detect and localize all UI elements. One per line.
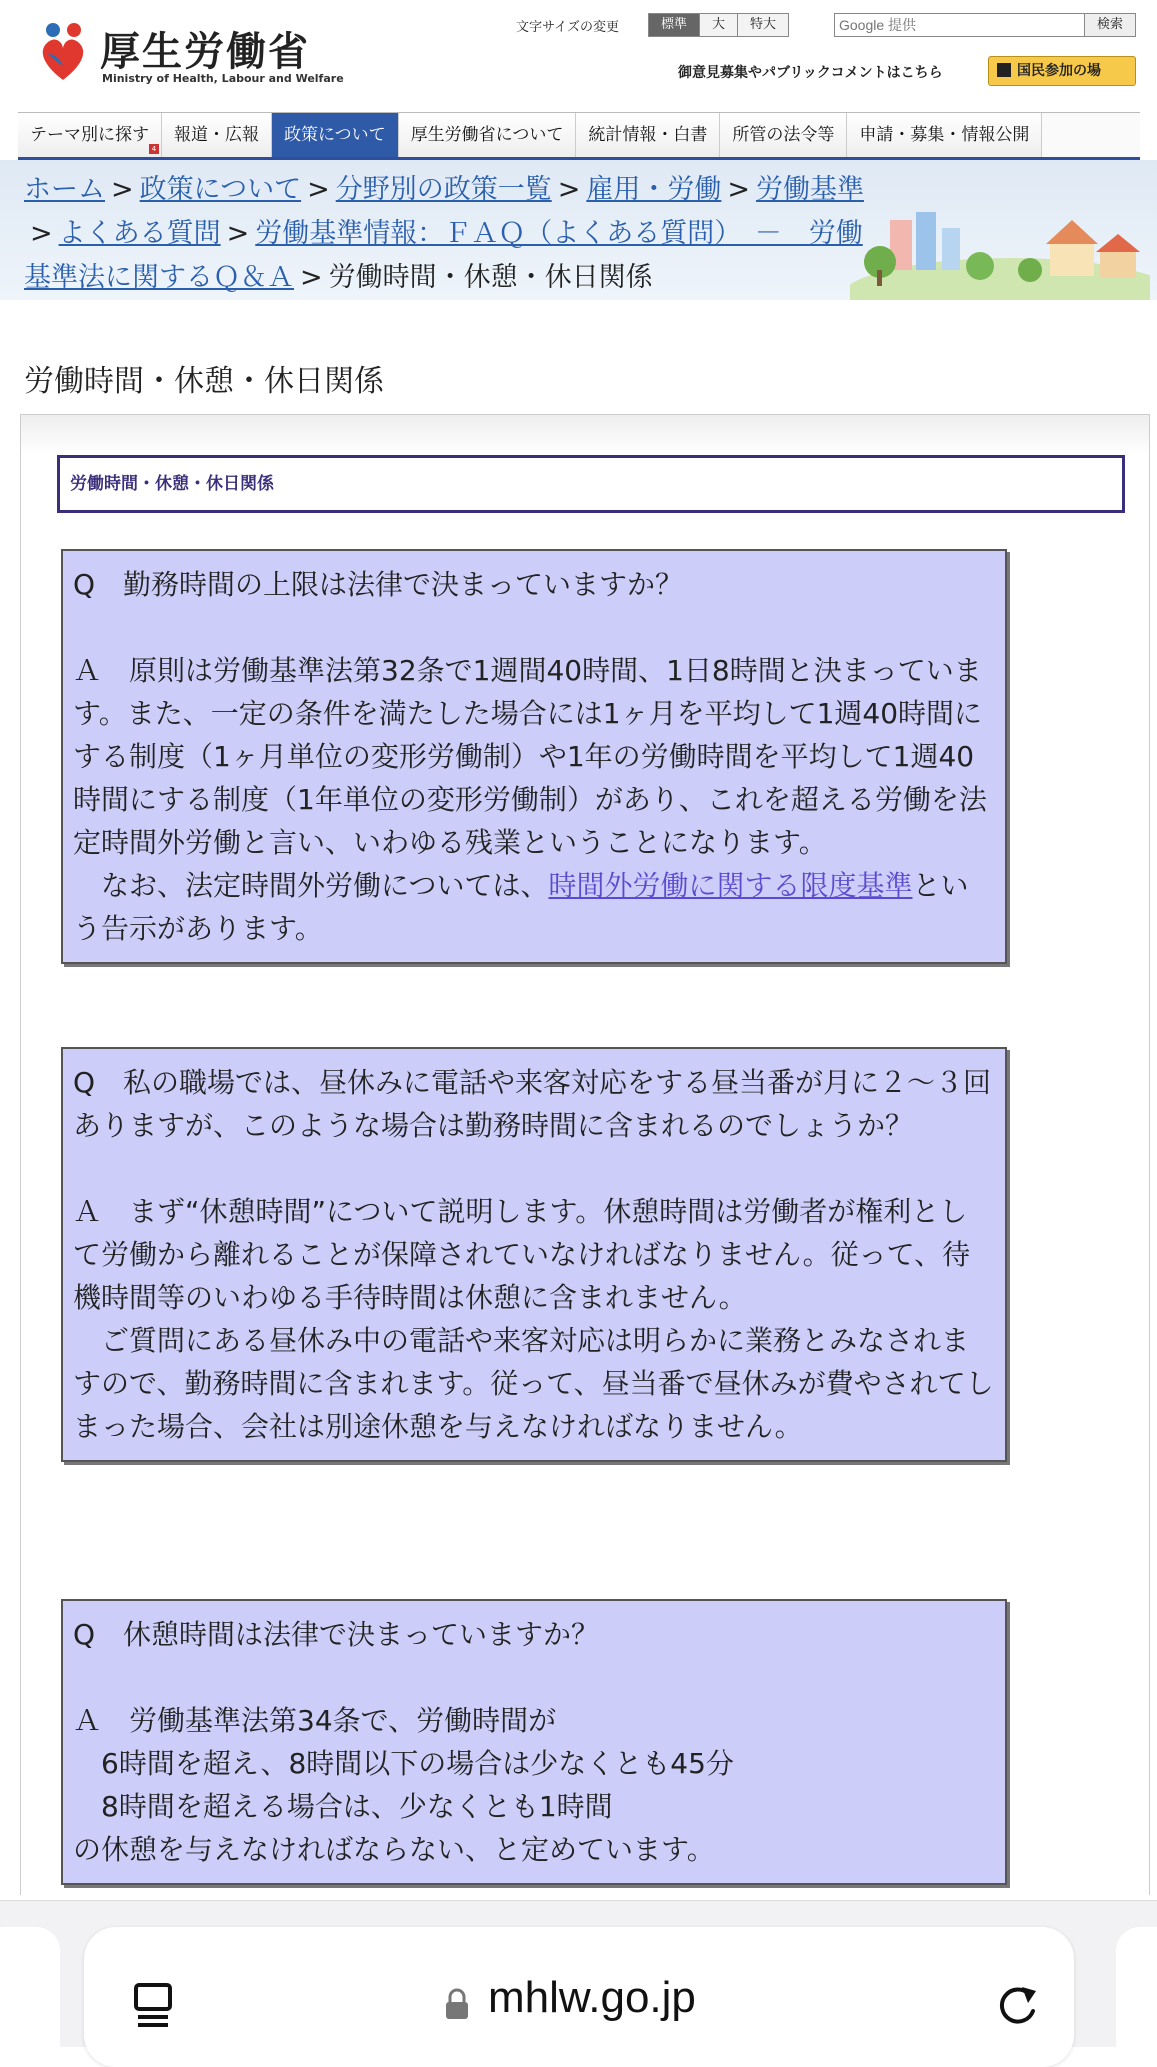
logo-title[interactable]: 厚生労働省 xyxy=(100,28,310,75)
nav-badge: 4 xyxy=(149,144,159,154)
qa-spacer xyxy=(73,606,995,649)
opinion-link[interactable]: 御意見募集やパブリックコメントはこちら xyxy=(678,65,943,81)
qa-spacer xyxy=(73,1147,995,1190)
font-size-large-button[interactable]: 大 xyxy=(699,13,738,37)
breadcrumb xyxy=(24,168,864,300)
answer-text: 6時間を超え、8時間以下の場合は少なくとも45分 xyxy=(73,1747,734,1780)
breadcrumb-separator: > xyxy=(300,262,323,293)
kokumin-button[interactable] xyxy=(988,56,1136,86)
arrow-icon xyxy=(997,63,1011,77)
search-button[interactable]: 検索 xyxy=(1084,14,1135,36)
breadcrumb-separator: > xyxy=(30,218,53,249)
font-size-standard-button[interactable]: 標準 xyxy=(648,13,700,37)
tabs-overview-icon[interactable] xyxy=(132,1981,176,2029)
reload-icon[interactable] xyxy=(992,1981,1042,2031)
breadcrumb-area xyxy=(0,160,1157,340)
question-text: Q 私の職場では、昼休みに電話や来客対応をする昼当番が月に２～３回ありますが、このような場合は勤務時間に含まれるのでしょうか？ xyxy=(73,1066,992,1142)
breadcrumb-link-policy-list[interactable]: 分野別の政策一覧 xyxy=(335,174,552,205)
breadcrumb-separator: > xyxy=(727,174,750,205)
main-content xyxy=(20,414,1150,1895)
nav-item-statistics[interactable]: 統計情報・白書 xyxy=(576,113,720,157)
address-bar[interactable] xyxy=(84,1927,1074,2067)
content-top-shade xyxy=(21,415,1149,455)
breadcrumb-link-faq[interactable]: よくある質問 xyxy=(58,218,221,249)
question-text: Q 勤務時間の上限は法律で決まっていますか？ xyxy=(73,568,684,601)
nav-item-about[interactable]: 厚生労働省について xyxy=(399,113,577,157)
nav-item-laws[interactable]: 所管の法令等 xyxy=(720,113,847,157)
font-size-label: 文字サイズの変更 xyxy=(516,20,619,35)
kokumin-button-label: 国民参加の場 xyxy=(1017,63,1101,79)
question-text: Q 休憩時間は法律で決まっていますか？ xyxy=(73,1618,600,1651)
answer-text: Ａ まず“休憩時間”について説明します。休憩時間は労働者が権利として労働から離れることが保障されていなければなりません。従って、待機時間等のいわゆる手待時間は休憩に含まれません。 xyxy=(73,1195,971,1314)
page-title: 労働時間・休憩・休日関係 xyxy=(24,364,384,399)
previous-tab-preview[interactable] xyxy=(0,1927,60,2067)
logo-subtitle: Ministry of Health, Labour and Welfare xyxy=(102,72,344,85)
answer-text xyxy=(73,864,995,950)
site-header xyxy=(0,0,1157,106)
font-size-xlarge-button[interactable]: 特大 xyxy=(737,13,789,37)
browser-toolbar xyxy=(0,1900,1157,2047)
nav-item-applications[interactable]: 申請・募集・情報公開 xyxy=(847,113,1042,157)
nav-item-theme[interactable] xyxy=(18,113,162,157)
breadcrumb-separator: > xyxy=(111,174,134,205)
answer-text: の休憩を与えなければならない、と定めています。 xyxy=(73,1833,715,1866)
answer-text: ご質問にある昼休み中の電話や来客対応は明らかに業務とみなされますので、勤務時間に含まれます。従って、昼当番で昼休みが費やされてしまった場合、会社は別途休憩を与えなければなりません。 xyxy=(73,1324,994,1443)
section-heading: 労働時間・休憩・休日関係 xyxy=(57,455,1125,513)
answer-text-suffix: という告示があります。 xyxy=(73,869,969,945)
nav-item-policy[interactable]: 政策について xyxy=(272,113,399,157)
global-nav xyxy=(18,112,1140,161)
breadcrumb-link-home[interactable]: ホーム xyxy=(24,174,105,205)
answer-text: 8時間を超える場合は、少なくとも1時間 xyxy=(73,1790,613,1823)
town-illustration-icon xyxy=(850,190,1150,300)
qa-card xyxy=(61,549,1007,964)
url-text[interactable]: mhlw.go.jp xyxy=(488,1973,696,2022)
breadcrumb-link-employment[interactable]: 雇用・労働 xyxy=(586,174,722,205)
breadcrumb-separator: > xyxy=(226,218,250,249)
search-input[interactable] xyxy=(835,14,1084,36)
nav-item-press[interactable]: 報道・広報 xyxy=(162,113,272,157)
answer-text: Ａ 労働基準法第34条で、労働時間が xyxy=(73,1704,557,1737)
next-tab-preview[interactable] xyxy=(1116,1927,1157,2067)
breadcrumb-separator: > xyxy=(307,174,330,205)
font-size-switcher xyxy=(648,13,788,37)
qa-card xyxy=(61,1047,1007,1462)
breadcrumb-separator: > xyxy=(557,174,581,205)
ministry-logo-icon[interactable] xyxy=(34,20,92,82)
site-search xyxy=(834,13,1136,37)
breadcrumb-link-policy[interactable]: 政策について xyxy=(139,174,302,205)
qa-card xyxy=(61,1599,1007,1885)
overtime-limit-standard-link[interactable]: 時間外労働に関する限度基準 xyxy=(548,869,913,902)
qa-spacer xyxy=(73,1656,995,1699)
nav-item-label: テーマ別に探す xyxy=(30,125,149,145)
answer-text: Ａ 原則は労働基準法第32条で1週間40時間、1日8時間と決まっています。また、一定の条件を満たした場合には1ヶ月を平均して1週40時間にする制度（1ヶ月単位の変形労働制）や1年の労働時間を平均して1週40時間にする制度（1年単位の変形労働制）があり、これを超える労働を法定時間外労働と言い、いわゆる残業ということになります。 xyxy=(73,654,987,859)
breadcrumb-link-faq-labor-act[interactable]: 労働基準情報：ＦＡＱ（よくある質問） － 労働基準法に関するＱ＆Ａ xyxy=(24,218,863,293)
breadcrumb-link-labor-standards[interactable]: 労働基準 xyxy=(755,174,864,205)
lock-icon xyxy=(444,1987,470,2021)
breadcrumb-current: 労働時間・休憩・休日関係 xyxy=(328,262,653,293)
answer-text-prefix: なお、法定時間外労働については、 xyxy=(73,869,549,902)
